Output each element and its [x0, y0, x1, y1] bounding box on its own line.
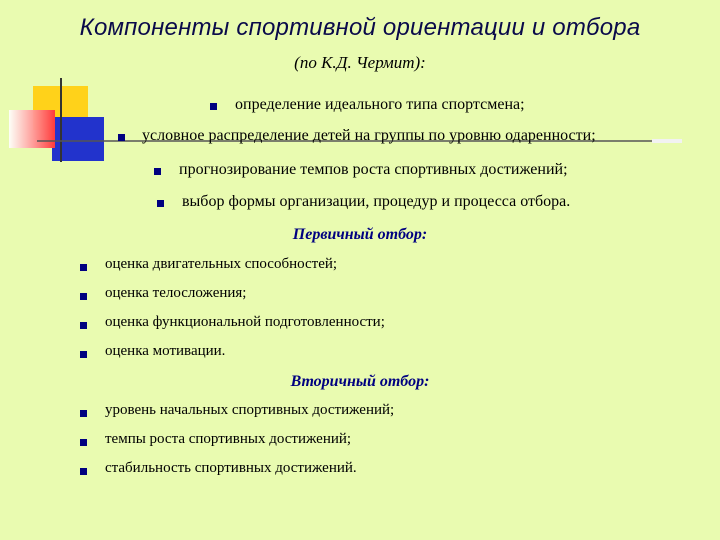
component-item: условное распределение детей на группы по уровню одаренности; — [142, 127, 596, 144]
bullet-icon — [80, 410, 87, 417]
primary-item: оценка телосложения; — [105, 285, 247, 301]
page-title: Компоненты спортивной ориентации и отбора — [79, 14, 641, 41]
bullet-icon — [80, 439, 87, 446]
secondary-heading: Вторичный отбор: — [290, 373, 430, 390]
deco-line-end — [652, 139, 682, 143]
page-subtitle: (по К.Д. Чермит): — [294, 53, 426, 72]
secondary-item: темпы роста спортивных достижений; — [105, 431, 352, 447]
bullet-icon — [80, 264, 87, 271]
bullet-icon — [210, 103, 217, 110]
secondary-item: уровень начальных спортивных достижений; — [105, 402, 395, 418]
bullet-icon — [80, 293, 87, 300]
component-item: выбор формы организации, процедур и процесса отбора. — [182, 193, 571, 210]
primary-item: оценка функциональной подготовленности; — [105, 314, 385, 330]
primary-item: оценка мотивации. — [105, 343, 226, 359]
component-item: определение идеального типа спортсмена; — [235, 96, 525, 113]
secondary-item: стабильность спортивных достижений. — [105, 460, 357, 476]
deco-yellow-square — [33, 86, 88, 130]
bullet-icon — [80, 468, 87, 475]
primary-item: оценка двигательных способностей; — [105, 256, 338, 272]
component-item: прогнозирование темпов роста спортивных достижений; — [179, 161, 568, 178]
primary-heading: Первичный отбор: — [292, 226, 428, 243]
bullet-icon — [80, 322, 87, 329]
bullet-icon — [154, 168, 161, 175]
deco-red-square — [9, 110, 55, 148]
deco-blue-square — [52, 117, 104, 161]
bullet-icon — [157, 200, 164, 207]
bullet-icon — [80, 351, 87, 358]
bullet-icon — [118, 134, 125, 141]
